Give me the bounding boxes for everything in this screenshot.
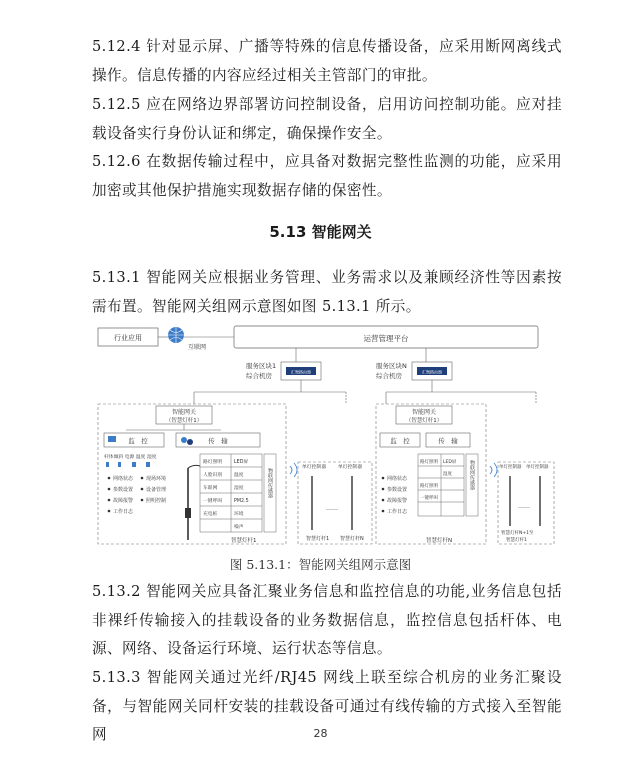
router1-label: 汇聚路由器: [291, 369, 311, 375]
sensor-vertical-label: 物联网传感器: [267, 468, 273, 498]
network-diagram: [96, 318, 556, 550]
svg-text:PM2.5: PM2.5: [234, 499, 249, 504]
svg-text:路灯照明: 路灯照明: [420, 484, 438, 489]
gateway1-sub: （智慧灯杆1）: [165, 418, 203, 424]
paragraph-5-12-4: 5.12.4 针对显示屏、广播等特殊的信息传播设备，应采用断网离线式操作。信息传播的内容应经过相关主管部门的审批。: [92, 38, 562, 84]
right-status-list: [382, 475, 408, 515]
svg-text:单灯控制器: 单灯控制器: [338, 465, 362, 470]
svg-text:噪声: 噪声: [234, 525, 244, 530]
zone1-sub: 综合机房: [246, 372, 272, 380]
mid-status-list: [141, 475, 166, 504]
svg-text:工作日志: 工作日志: [113, 509, 134, 515]
svg-text:故障报警: 故障报警: [113, 498, 134, 504]
svg-text:照明控制: 照明控制: [146, 498, 167, 504]
svg-text:……: ……: [326, 505, 338, 512]
svg-text:现场环境: 现场环境: [146, 476, 167, 482]
section-heading: 5.13 智能网关: [269, 223, 372, 241]
svg-text:监 控: 监 控: [390, 437, 410, 445]
svg-text:智慧灯杆N+1至: 智慧灯杆N+1至: [501, 531, 534, 536]
paragraph-5-12-5: 5.12.5 应在网络边界部署访问控制设备，启用访问控制功能。应对挂载设备实行身份认证和绑定，确保操作安全。: [92, 96, 562, 142]
svg-text:智慧灯杆1: 智慧灯杆1: [506, 538, 527, 543]
industry-app-label: 行业应用: [114, 334, 142, 342]
transmit1-label: 传 输: [208, 437, 228, 445]
svg-text:设备管理: 设备管理: [146, 487, 167, 493]
svg-text:智慧灯杆1: 智慧灯杆1: [306, 536, 330, 542]
svg-text:……: ……: [518, 503, 530, 510]
svg-text:传 输: 传 输: [438, 437, 458, 445]
svg-text:智能网关: 智能网关: [411, 409, 437, 416]
figure-caption: 图 5.13.1：智能网关组网示意图: [229, 557, 412, 572]
svg-text:物联网传感器: 物联网传感器: [469, 460, 475, 490]
paragraph-5-13-2: 5.13.2 智能网关应具备汇聚业务信息和监控信息的功能,业务信息包括非裸纤传输接入的挂载设备的业务数据信息，监控信息包括杆体、电源、网络、设备运行环境、运行状态等信息。: [92, 583, 562, 657]
page-number: 28: [313, 727, 328, 740]
device-table: [200, 454, 262, 532]
svg-text:故障报警: 故障报警: [387, 498, 408, 504]
zoneN-label: 服务区块N: [376, 362, 407, 370]
wireless-icon: [290, 463, 297, 477]
svg-text:网络状态: 网络状态: [387, 476, 408, 482]
monitor-icon: [108, 436, 116, 442]
paragraph-5-12-6: 5.12.6 在数据传输过程中，应具备对数据完整性监测的功能，应采用加密或其他保护措施实现数据存储的保密性。: [92, 153, 562, 199]
svg-text:单灯控制器: 单灯控制器: [526, 465, 549, 470]
left-status-list: [108, 475, 134, 515]
svg-text:环境: 环境: [234, 512, 244, 517]
ops-platform-label: 运营管理平台: [363, 334, 409, 343]
svg-text:充电桩: 充电桩: [203, 512, 218, 517]
svg-text:温度: 温度: [234, 473, 244, 478]
svg-text:（智慧灯杆1）: （智慧灯杆1）: [405, 418, 443, 424]
paragraph-5-13-3: 5.13.3 智能网关通过光纤/RJ45 网线上联至综合机房的业务汇聚设备，与智能网关同杆安装的挂载设备可通过有线传输的方式接入至智能网: [92, 669, 562, 743]
zone1-label: 服务区块1: [246, 362, 277, 370]
monitor1-label: 监 控: [128, 437, 148, 445]
svg-text:参数设置: 参数设置: [387, 487, 408, 493]
internet-label: 互联网: [188, 344, 207, 351]
routerN-label: 汇聚路由器: [422, 369, 442, 375]
pole1-group: [98, 404, 286, 544]
svg-text:单灯控制器: 单灯控制器: [302, 465, 326, 470]
svg-text:LED屏: LED屏: [234, 460, 249, 465]
svg-text:智慧灯杆N: 智慧灯杆N: [340, 536, 364, 542]
svg-text:湿度: 湿度: [234, 486, 244, 491]
svg-text:车联网: 车联网: [203, 486, 218, 491]
pole-items-label: 杆体倾斜 电源 温度 湿度: [104, 455, 157, 460]
svg-text:人脸识别: 人脸识别: [203, 473, 223, 478]
gateway1-label: 智能网关: [171, 409, 197, 416]
svg-text:参数设置: 参数设置: [113, 487, 134, 493]
svg-text:路灯照明: 路灯照明: [420, 460, 438, 465]
pole1-label: 智慧灯杆1: [231, 538, 257, 544]
svg-text:一键呼叫: 一键呼叫: [203, 499, 223, 504]
svg-text:单灯控制器: 单灯控制器: [499, 465, 522, 470]
svg-text:一键呼叫: 一键呼叫: [420, 496, 438, 501]
svg-text:工作日志: 工作日志: [387, 509, 408, 515]
svg-text:路灯照明: 路灯照明: [203, 460, 223, 465]
svg-text:LED屏: LED屏: [443, 460, 457, 465]
svg-text:智慧灯杆N: 智慧灯杆N: [426, 538, 453, 544]
svg-text:湿度: 湿度: [443, 472, 452, 477]
paragraph-5-13-1: 5.13.1 智能网关应根据业务管理、业务需求以及兼顾经济性等因素按需布置。智能网关组网示意图如图 5.13.1 所示。: [92, 269, 562, 315]
svg-text:网络状态: 网络状态: [113, 476, 134, 482]
zoneN-sub: 综合机房: [376, 372, 402, 380]
